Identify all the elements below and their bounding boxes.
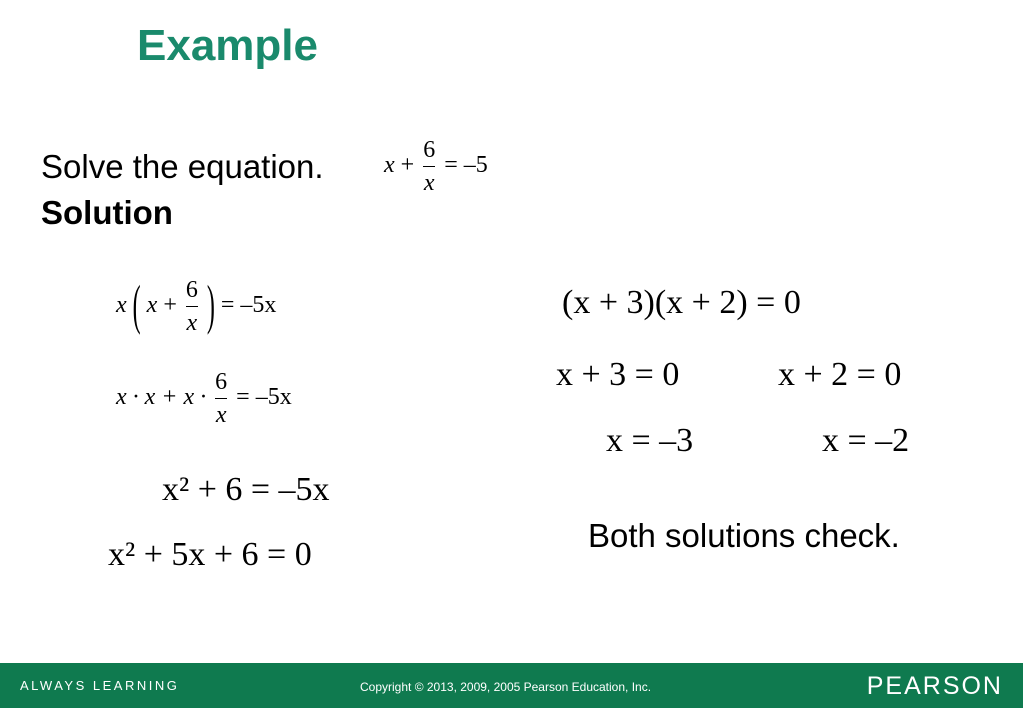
step-1-equation <box>116 278 276 335</box>
problem-numerator: 6 <box>423 137 436 163</box>
solution-heading: Solution <box>41 194 173 231</box>
check-statement: Both solutions check. <box>588 517 900 554</box>
problem-plus: + <box>400 152 415 179</box>
step1-rhs: = –5x <box>220 292 277 319</box>
slide-title: Example <box>137 21 318 70</box>
factored-equation: (x + 3)(x + 2) = 0 <box>562 284 801 321</box>
step-4-equation: x² + 5x + 6 = 0 <box>108 536 312 573</box>
factor-equation-b: x + 2 = 0 <box>778 356 902 393</box>
solution-b: x = –2 <box>822 422 910 459</box>
pearson-logo: PEARSON <box>866 672 1003 700</box>
problem-denominator: x <box>423 170 435 196</box>
problem-equation <box>384 138 488 195</box>
factor-equation-a: x + 3 = 0 <box>556 356 680 393</box>
fraction-bar <box>186 306 198 307</box>
footer-tagline: ALWAYS LEARNING <box>20 678 180 693</box>
problem-fraction <box>423 138 435 195</box>
solution-a: x = –3 <box>606 422 694 459</box>
step2-numerator: 6 <box>215 369 228 395</box>
footer-bar <box>0 663 1023 708</box>
step1-denominator: x <box>186 310 198 336</box>
right-paren: ) <box>206 276 215 337</box>
step2-lhs: x · x + x · <box>116 384 207 411</box>
step-2-equation <box>116 370 292 427</box>
step1-fraction <box>186 278 198 335</box>
step-3-equation: x² + 6 = –5x <box>162 471 330 508</box>
problem-prompt: Solve the equation. <box>41 148 324 185</box>
step1-inner-x: x <box>146 292 158 319</box>
step1-plus: + <box>163 292 177 319</box>
fraction-bar <box>423 166 435 167</box>
problem-rhs: = –5 <box>444 152 488 179</box>
problem-x: x <box>384 152 395 179</box>
step1-numerator: 6 <box>185 277 198 303</box>
fraction-bar <box>215 398 227 399</box>
step2-rhs: = –5x <box>236 384 292 411</box>
step1-x: x <box>116 292 127 319</box>
footer-copyright: Copyright © 2013, 2009, 2005 Pearson Education, Inc. <box>360 680 652 694</box>
step2-denominator: x <box>215 402 227 428</box>
left-paren: ( <box>132 276 141 337</box>
step2-fraction <box>215 370 227 427</box>
